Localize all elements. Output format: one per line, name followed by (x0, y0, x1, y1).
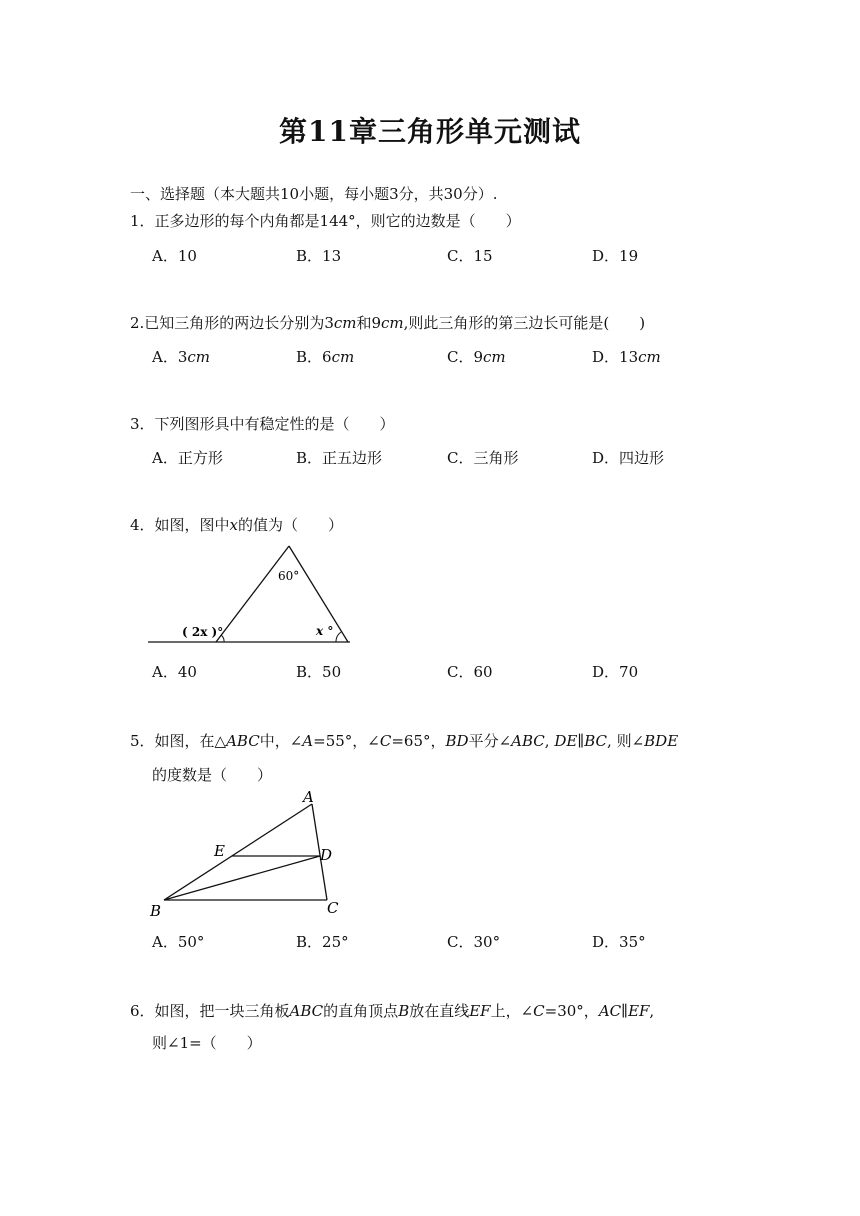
question-2-stem (130, 312, 645, 333)
q5-t7: BD (445, 732, 469, 750)
question-3-option-b: B．正五边形 (296, 449, 383, 467)
question-4-option-a: A．40 (152, 663, 197, 681)
q2-b-unit: cm (331, 348, 355, 366)
question-3-stem: 3．下列图形具中有稳定性的是（ ） (130, 415, 395, 433)
question-5-option-b: B．25° (296, 933, 349, 951)
q2-text-2: 和9 (356, 314, 382, 332)
q6-t4: 放在直线 (409, 1002, 470, 1020)
q5-t9: ABC (511, 732, 545, 750)
question-4-option-b: B．50 (296, 663, 342, 681)
q5-segment-bd (164, 856, 320, 900)
q4-text-2: 的值为（ ） (238, 516, 344, 534)
q4-var-x: x (229, 516, 239, 534)
q5-label-a: A (303, 788, 314, 806)
q2-a-unit: cm (187, 348, 211, 366)
question-3-option-a: A．正方形 (152, 449, 223, 467)
q5-label-e: E (214, 842, 225, 860)
question-4-option-d: D．70 (592, 663, 639, 681)
q5-side-ab (164, 804, 312, 900)
question-3-option-c: C．三角形 (447, 449, 519, 467)
question-2-option-a (152, 346, 210, 367)
question-1-option-d: D．19 (592, 247, 639, 265)
question-2-option-b (296, 346, 354, 367)
q5-t11: DE (554, 732, 578, 750)
q5-t6: =65°， (391, 732, 446, 750)
q4-top-angle-label: 60° (278, 569, 300, 583)
page-title: 第11章三角形单元测试 (279, 115, 581, 148)
q6-t8: =30°， (544, 1002, 599, 1020)
q6-t7: C (533, 1002, 545, 1020)
q5-t1: ABC (226, 732, 260, 750)
q5-t4: =55°，∠ (313, 732, 380, 750)
q5-t8: 平分∠ (468, 732, 512, 750)
q5-label-b: B (150, 902, 162, 920)
question-1-option-c: C．15 (447, 247, 493, 265)
q6-t3: B (398, 1002, 410, 1020)
q4-left-side (216, 546, 289, 642)
q2-unit-2: cm (381, 314, 404, 332)
q5-label-d: D (320, 846, 333, 864)
q5-t15: BDE (644, 732, 679, 750)
q4-left-angle-label: ( 2x )° (182, 625, 224, 639)
question-6-stem (130, 1000, 654, 1021)
question-1-option-a: A．10 (152, 247, 197, 265)
q5-t13: BC (584, 732, 608, 750)
q6-t1: ABC (289, 1002, 324, 1020)
question-4-figure (146, 544, 356, 648)
question-5-stem (130, 730, 678, 751)
q5-t0: 5．如图，在△ (130, 732, 227, 750)
question-5-option-a: A．50° (152, 933, 205, 951)
q2-d-unit: cm (638, 348, 661, 366)
q5-t3: A (302, 732, 314, 750)
question-5-figure (146, 788, 356, 920)
question-5-stem-line2: 的度数是（ ） (152, 766, 273, 784)
q4-right-angle-label: x ° (316, 624, 334, 638)
question-4-stem (130, 514, 343, 535)
q2-text-3: ,则此三角形的第三边长可能是( ) (403, 314, 646, 332)
q2-d-num: D．13 (592, 348, 639, 366)
question-1-option-b: B．13 (296, 247, 342, 265)
question-4-option-c: C．60 (447, 663, 493, 681)
question-2-option-c (447, 346, 506, 367)
q6-t11: EF (628, 1002, 650, 1020)
question-5-option-d: D．35° (592, 933, 646, 951)
q5-t10: , (544, 732, 555, 750)
question-5-option-c: C．30° (447, 933, 501, 951)
q5-t5: C (379, 732, 392, 750)
question-3-option-d: D．四边形 (592, 449, 665, 467)
question-2-option-d (592, 346, 661, 367)
q4-right-angle-arc (336, 632, 341, 642)
q2-unit-1: cm (333, 314, 357, 332)
q5-label-c: C (327, 899, 339, 917)
section-header: 一、选择题（本大题共10小题，每小题3分，共30分）. (130, 185, 498, 203)
q6-t6: 上，∠ (490, 1002, 534, 1020)
q5-t12: ∥ (577, 732, 585, 750)
q6-t2: 的直角顶点 (323, 1002, 399, 1020)
question-6-stem-line2: 则∠1=（ ） (152, 1034, 262, 1052)
q5-t2: 中，∠ (259, 732, 303, 750)
q6-t9: AC (598, 1002, 622, 1020)
q5-t14: , 则∠ (607, 732, 645, 750)
q2-text-1: 2.已知三角形的两边长分别为3 (130, 314, 334, 332)
q4-text-1: 4．如图，图中 (130, 516, 230, 534)
q2-a-num: A．3 (152, 348, 188, 366)
q2-c-unit: cm (483, 348, 506, 366)
q6-t0: 6．如图，把一块三角板 (130, 1002, 290, 1020)
q6-t12: , (649, 1002, 655, 1020)
question-1-stem: 1．正多边形的每个内角都是144°，则它的边数是（ ） (130, 212, 521, 230)
q6-t5: EF (469, 1002, 491, 1020)
q6-t10: ∥ (621, 1002, 629, 1020)
q2-b-num: B．6 (296, 348, 332, 366)
q2-c-num: C．9 (447, 348, 484, 366)
